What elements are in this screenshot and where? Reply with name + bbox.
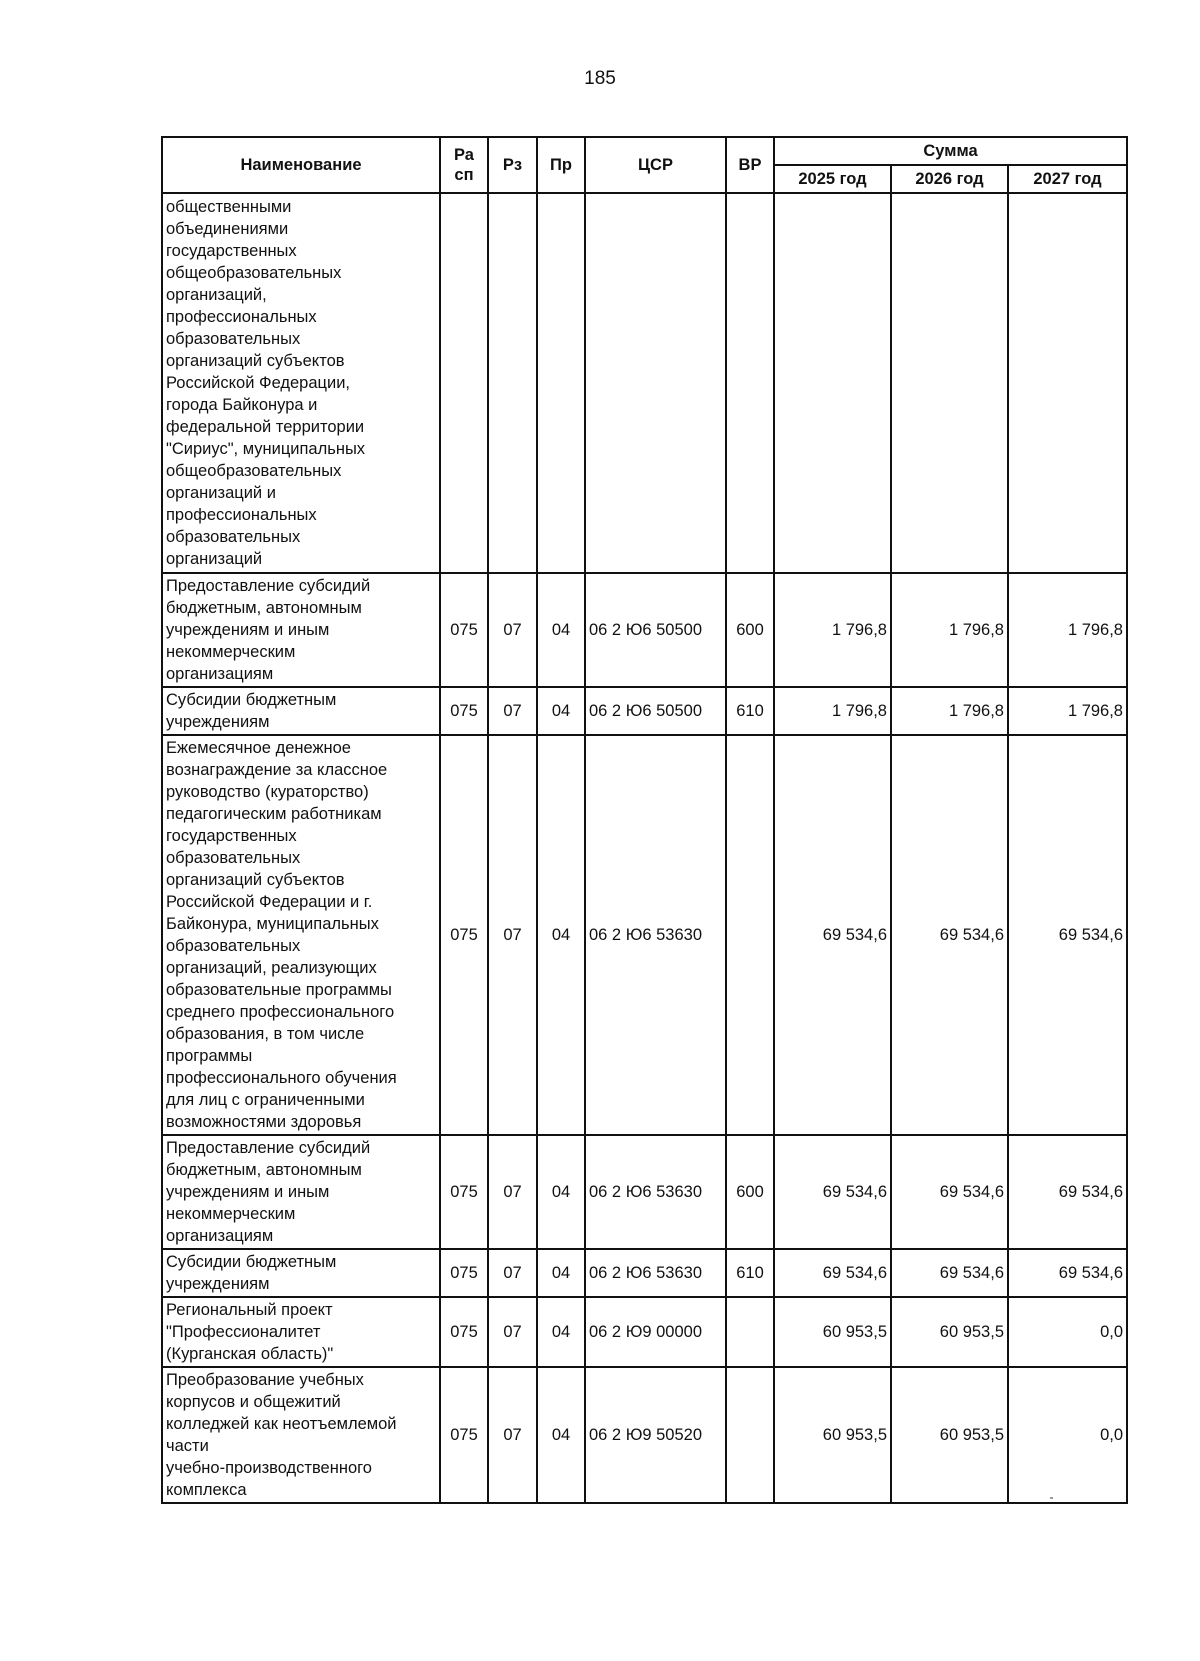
row-rz: 07	[488, 1297, 537, 1367]
header-row	[162, 137, 1127, 165]
row-name: Ежемесячное денежное вознаграждение за классное руководство (кураторство) педагогическим работникам государственных образовательных организаций субъектов Российской Федерации и г. Байконура, муниципальных образовательных организаций, реализующих образовательные программы среднего профессионального образования, в том числе программы профессионального обучения для лиц с ограниченными возможностями здоровья	[162, 735, 440, 1135]
row-sum-2027: 69 534,6	[1008, 1135, 1127, 1249]
header-2025: 2025 год	[774, 165, 891, 193]
row-csr	[585, 193, 726, 573]
header-sum: Сумма	[774, 137, 1127, 165]
row-pr: 04	[537, 1297, 585, 1367]
row-rasp: 075	[440, 1249, 488, 1297]
row-sum-2025: 69 534,6	[774, 1249, 891, 1297]
row-sum-2026: 69 534,6	[891, 1135, 1008, 1249]
table-row	[162, 1297, 1127, 1367]
row-rz: 07	[488, 573, 537, 687]
row-sum-2027: 1 796,8	[1008, 687, 1127, 735]
row-rasp: 075	[440, 1135, 488, 1249]
row-csr: 06 2 Ю6 53630	[585, 1249, 726, 1297]
row-sum-2026: 60 953,5	[891, 1297, 1008, 1367]
table-row	[162, 1135, 1127, 1249]
row-rasp: 075	[440, 1297, 488, 1367]
row-sum-2025: 1 796,8	[774, 573, 891, 687]
row-sum-2025: 60 953,5	[774, 1297, 891, 1367]
row-name: Субсидии бюджетным учреждениям	[162, 687, 440, 735]
row-csr: 06 2 Ю6 50500	[585, 573, 726, 687]
table-row	[162, 1249, 1127, 1297]
row-rasp: 075	[440, 573, 488, 687]
row-sum-2026: 60 953,5	[891, 1367, 1008, 1503]
row-sum-2027: 0,0	[1008, 1297, 1127, 1367]
header-2026: 2026 год	[891, 165, 1008, 193]
table-row	[162, 573, 1127, 687]
row-csr: 06 2 Ю6 53630	[585, 735, 726, 1135]
row-vr: 610	[726, 687, 774, 735]
row-name: Субсидии бюджетным учреждениям	[162, 1249, 440, 1297]
header-vr: ВР	[726, 137, 774, 193]
row-rasp: 075	[440, 687, 488, 735]
header-2027: 2027 год	[1008, 165, 1127, 193]
row-sum-2025: 69 534,6	[774, 1135, 891, 1249]
row-sum-2027: 1 796,8	[1008, 573, 1127, 687]
row-rz: 07	[488, 687, 537, 735]
row-name: Региональный проект "Профессионалитет (Курганская область)"	[162, 1297, 440, 1367]
row-sum-2025: 60 953,5	[774, 1367, 891, 1503]
row-csr: 06 2 Ю6 50500	[585, 687, 726, 735]
row-pr: 04	[537, 1135, 585, 1249]
row-csr: 06 2 Ю6 53630	[585, 1135, 726, 1249]
row-sum-2025: 69 534,6	[774, 735, 891, 1135]
header-rasp: Ра сп	[440, 137, 488, 193]
row-rasp: 075	[440, 735, 488, 1135]
header-pr: Пр	[537, 137, 585, 193]
row-vr	[726, 1367, 774, 1503]
row-vr	[726, 735, 774, 1135]
header-csr: ЦСР	[585, 137, 726, 193]
row-pr: 04	[537, 687, 585, 735]
row-pr: 04	[537, 573, 585, 687]
row-rz	[488, 193, 537, 573]
row-rz: 07	[488, 735, 537, 1135]
row-pr: 04	[537, 1367, 585, 1503]
row-name: общественными объединениями государственных общеобразовательных организаций, профессиональных образовательных организаций субъектов Российской Федерации, города Байконура и федеральной территории "Сириус", муниципальных общеобразовательных организаций и профессиональных образовательных организаций	[162, 193, 440, 573]
row-sum-2027: 69 534,6	[1008, 1249, 1127, 1297]
row-sum-2026	[891, 193, 1008, 573]
header-name: Наименование	[162, 137, 440, 193]
row-rz: 07	[488, 1135, 537, 1249]
row-vr: 600	[726, 573, 774, 687]
scan-speck	[1050, 1497, 1053, 1499]
row-sum-2026: 69 534,6	[891, 735, 1008, 1135]
row-pr: 04	[537, 1249, 585, 1297]
row-vr: 610	[726, 1249, 774, 1297]
row-sum-2027	[1008, 193, 1127, 573]
row-rz: 07	[488, 1367, 537, 1503]
header-rz: Рз	[488, 137, 537, 193]
row-name: Преобразование учебных корпусов и общежитий колледжей как неотъемлемой части учебно-производственного комплекса	[162, 1367, 440, 1503]
row-sum-2025	[774, 193, 891, 573]
row-sum-2027: 0,0	[1008, 1367, 1127, 1503]
row-pr	[537, 193, 585, 573]
table-row	[162, 1367, 1127, 1503]
row-name: Предоставление субсидий бюджетным, автономным учреждениям и иным некоммерческим организациям	[162, 1135, 440, 1249]
row-sum-2025: 1 796,8	[774, 687, 891, 735]
page-number: 185	[584, 68, 616, 89]
row-rz: 07	[488, 1249, 537, 1297]
row-rasp: 075	[440, 1367, 488, 1503]
row-sum-2026: 1 796,8	[891, 687, 1008, 735]
table-row	[162, 193, 1127, 573]
table-row	[162, 735, 1127, 1135]
row-vr	[726, 193, 774, 573]
row-vr: 600	[726, 1135, 774, 1249]
row-vr	[726, 1297, 774, 1367]
row-rasp	[440, 193, 488, 573]
row-sum-2026: 1 796,8	[891, 573, 1008, 687]
row-pr: 04	[537, 735, 585, 1135]
row-csr: 06 2 Ю9 50520	[585, 1367, 726, 1503]
row-sum-2027: 69 534,6	[1008, 735, 1127, 1135]
budget-table	[161, 136, 1128, 1504]
table-row	[162, 687, 1127, 735]
row-sum-2026: 69 534,6	[891, 1249, 1008, 1297]
row-name: Предоставление субсидий бюджетным, автономным учреждениям и иным некоммерческим организациям	[162, 573, 440, 687]
row-csr: 06 2 Ю9 00000	[585, 1297, 726, 1367]
